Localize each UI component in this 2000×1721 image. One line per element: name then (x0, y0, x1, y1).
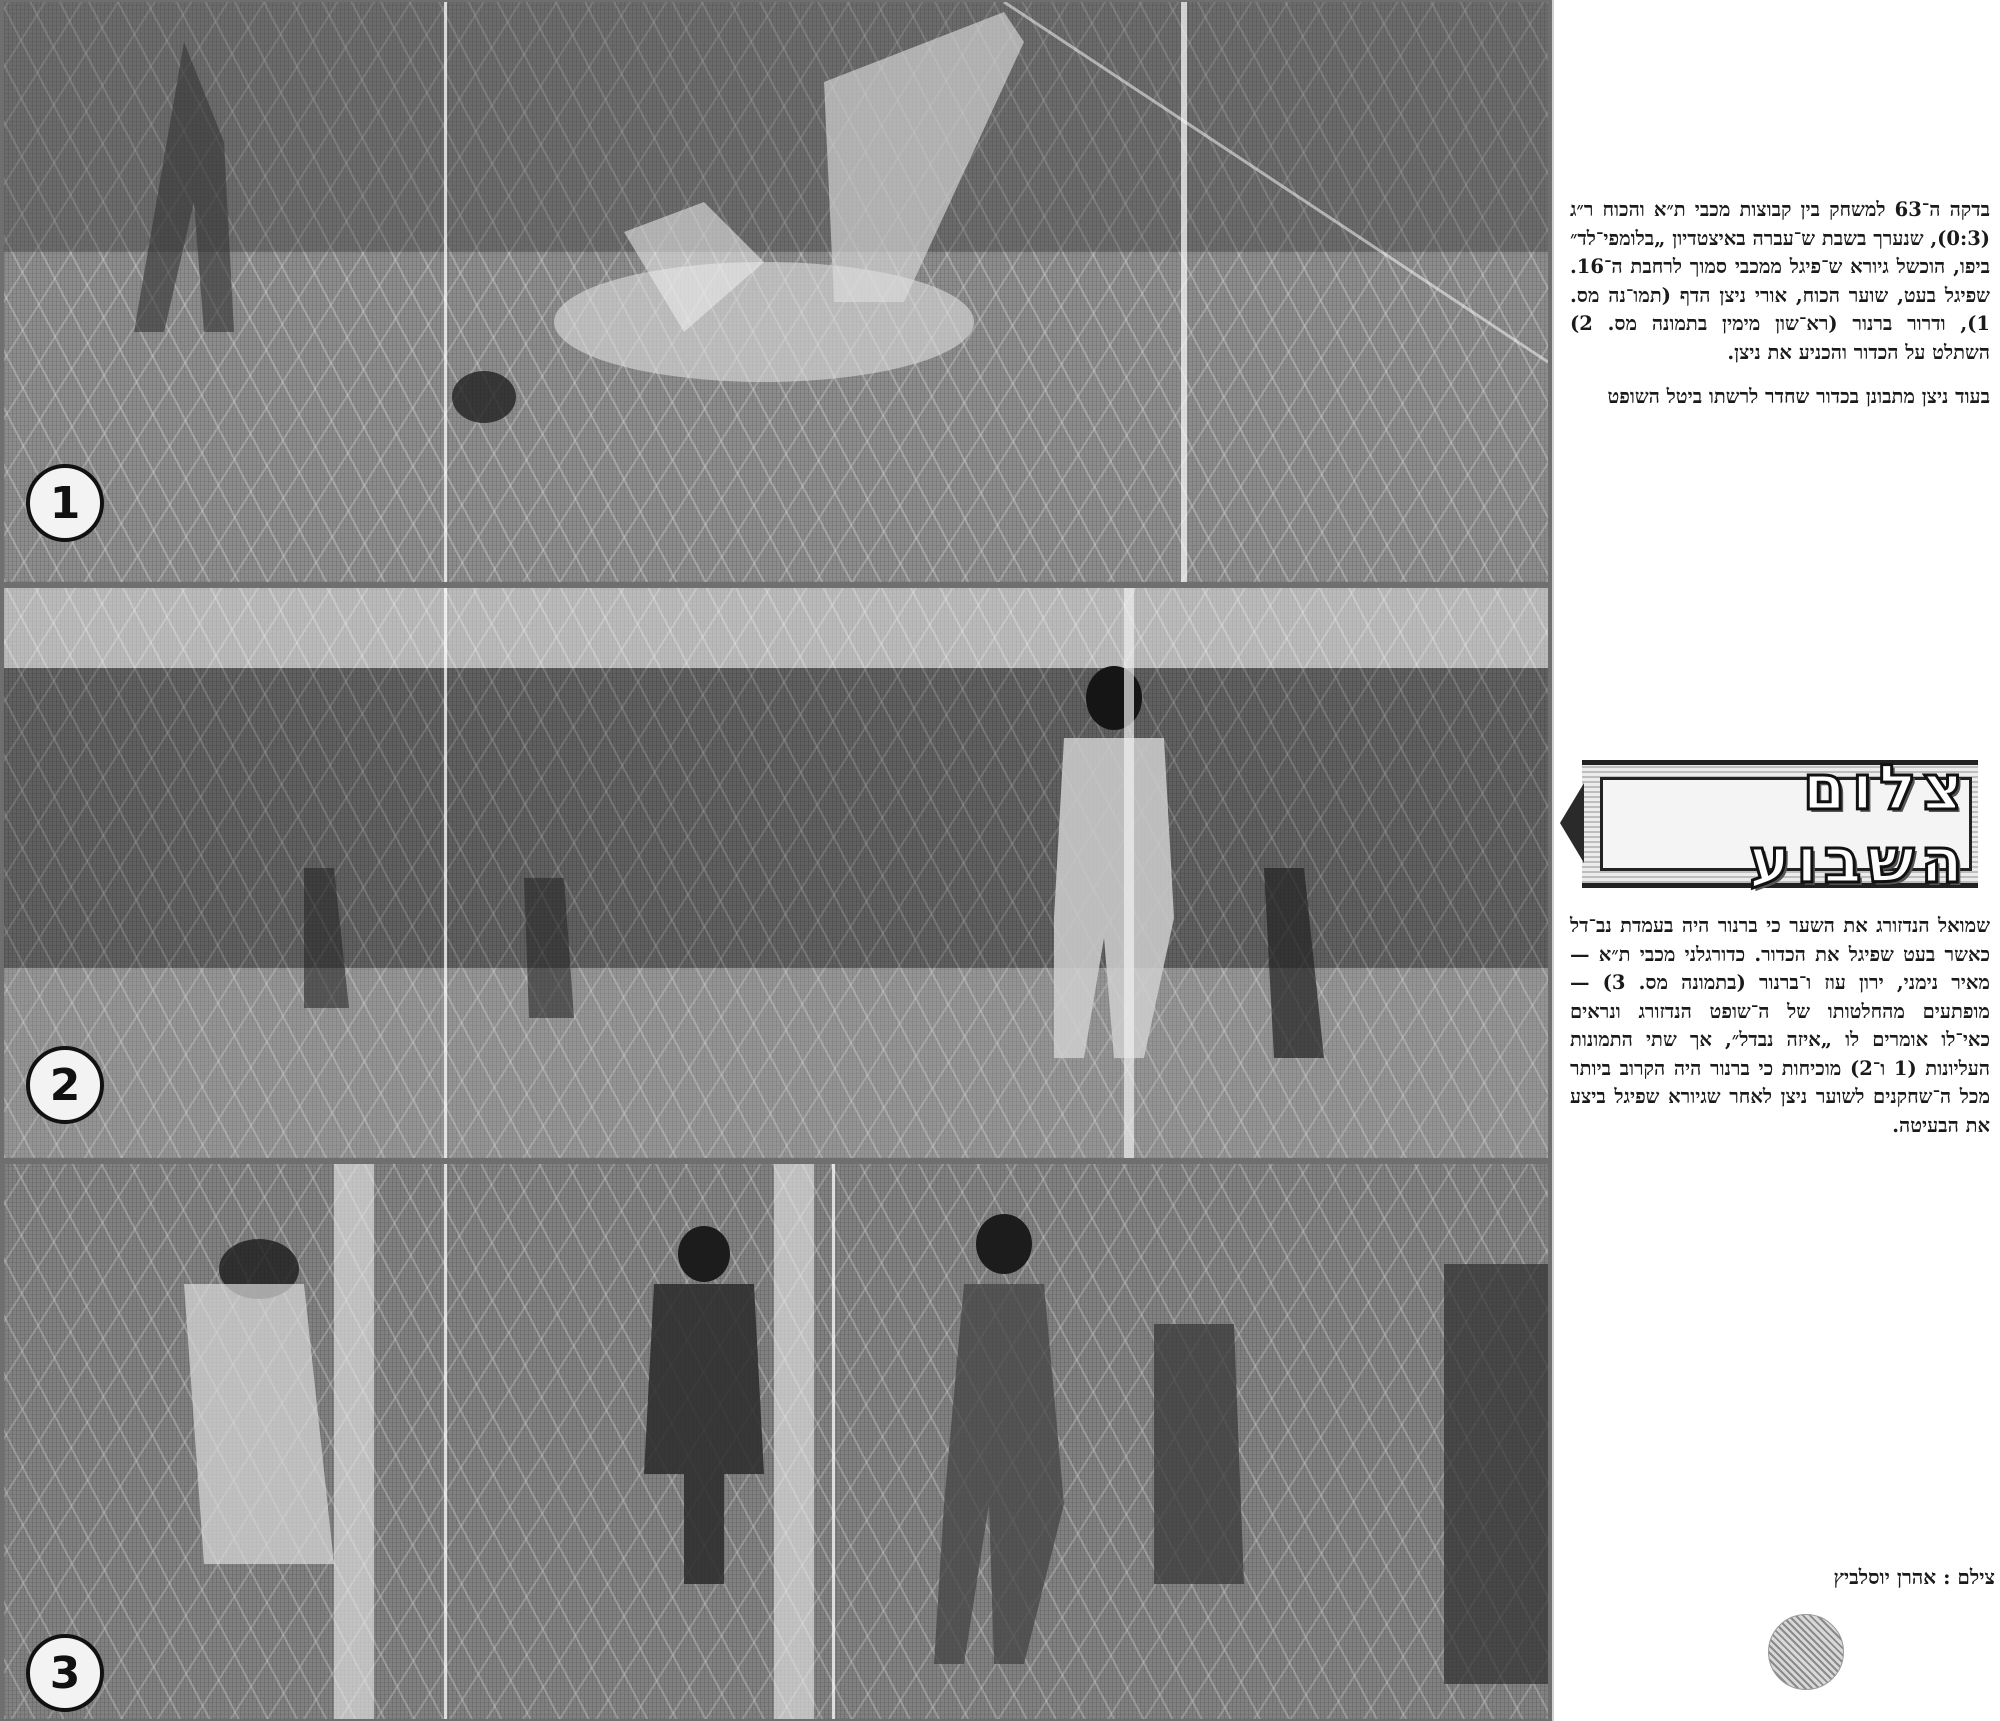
photo-1-scene (4, 2, 1548, 582)
article-paragraph: שמואל הנדזורג את השער כי ברנור היה בעמדת נב־דל כאשר בעט שפיגל את הכדור. כדורגלני מכבי ת״א — מאיר נימני, ירון עוז ו־ברנור (בתמונה מס. 3) — מופתעים מהחלטותו של ה־שופט הנדזורג ונראים כאי־לו אומרים לו „איזה נבדל״, אך שתי התמונות העליונות (1 ו־2) מוכיחות כי ברנור היה הקרוב ביותר מכל ה־שחקנים לשוער ניצן לאחר שגיורא שפיגל ביצע את הבעיטה. (1570, 914, 1990, 1137)
article-paragraph: בדקה ה־63 למשחק בין קבוצות מכבי ת״א והכוח ר״ג (0:3), שנערך בשבת ש־עברה באיצטדיון „בלומפי־לד״ ביפו, הוכשל גיורא ש־פיגל ממכבי סמוך לרחבת ה־16. שפיגל בעט, שוער הכוח, אורי ניצן הדף (תמו־נה מס. 1), ודרור ברנור (רא־שון מימין בתמונה מס. 2) השתלט על הכדור והכניע את ניצן. (1570, 198, 1991, 364)
headline-banner (1582, 751, 1978, 897)
photo-number-badge (26, 1046, 104, 1124)
page-edge (1552, 0, 1554, 1721)
photo-panel-2 (4, 588, 1548, 1158)
arrow-left-icon (1560, 783, 1584, 863)
photo-credit: צילם : אהרן יוסלביץ (1833, 1565, 1995, 1589)
photo-panel-1 (4, 2, 1548, 582)
article-paragraph: בעוד ניצן מתבונן בכדור שחדר לרשתו ביטל השופט (1607, 385, 1990, 408)
photo-number-badge (26, 464, 104, 542)
photo-number: 2 (49, 1059, 81, 1111)
halftone-dot-ornament (1768, 1614, 1844, 1690)
photo-number: 1 (49, 477, 81, 529)
photo-panel-3 (4, 1164, 1548, 1719)
headline: צלום השבוע (1749, 751, 1969, 897)
photo-2-scene (4, 588, 1548, 1158)
photo-3-scene (4, 1164, 1548, 1719)
photo-number: 3 (49, 1647, 81, 1699)
article-column (1570, 196, 1990, 428)
article-column-lower (1570, 912, 1990, 1156)
photo-number-badge (26, 1634, 104, 1712)
